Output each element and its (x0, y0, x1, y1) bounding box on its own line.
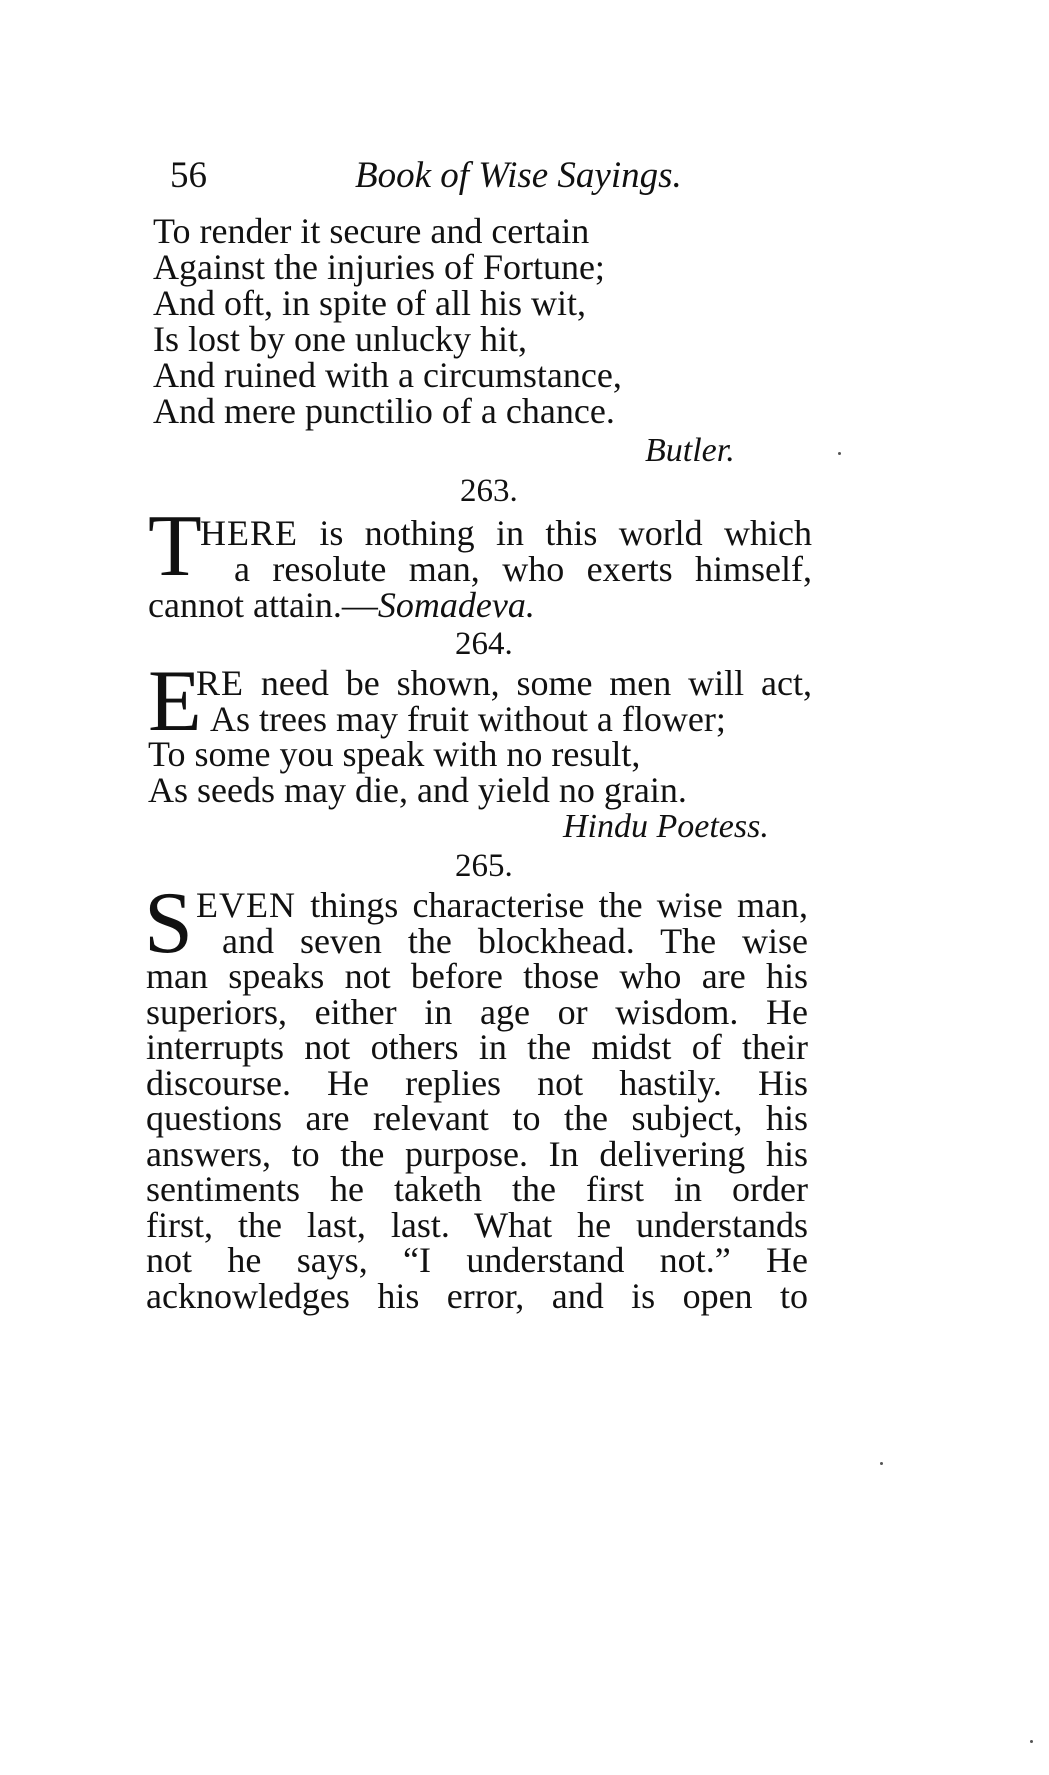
paragraph-line: To some you speak with no result, (148, 734, 641, 774)
attribution: Butler. (645, 432, 735, 469)
paragraph-line: man speaks not before those who are his (146, 956, 808, 996)
line-text: is nothing in this world which (298, 513, 812, 553)
paragraph-line (200, 514, 812, 552)
paragraph-line: As seeds may die, and yield no grain. (148, 770, 687, 810)
poem-line: Is lost by one unlucky hit, (153, 319, 527, 359)
paragraph-line: discourse. He replies not hastily. His (146, 1063, 808, 1103)
paragraph-line (196, 886, 808, 924)
paragraph-line: sentiments he taketh the first in order (146, 1169, 808, 1209)
lead-word: EVEN (196, 885, 296, 925)
page-number: 56 (170, 155, 207, 196)
entry-number: 265. (455, 848, 513, 884)
lead-word: RE (196, 663, 245, 703)
scan-speck (880, 1462, 883, 1465)
drop-cap: T (148, 498, 202, 595)
entry-number: 264. (455, 626, 513, 662)
drop-cap: S (144, 875, 193, 972)
entry-number: 263. (460, 473, 518, 509)
paragraph-line: first, the last, last. What he understands (146, 1205, 808, 1245)
scan-speck (838, 452, 841, 455)
poem-line: To render it secure and certain (153, 211, 590, 251)
paragraph-line: and seven the blockhead. The wise (222, 921, 808, 961)
lead-word: HERE (200, 513, 298, 553)
poem-line: Against the injuries of Fortune; (153, 247, 605, 287)
paragraph-line: acknowledges his error, and is open to (146, 1276, 808, 1316)
paragraph-line: As trees may fruit without a flower; (210, 699, 726, 739)
paragraph-line: a resolute man, who exerts himself, (234, 549, 812, 589)
paragraph-line (148, 586, 535, 624)
attribution: Hindu Poetess. (563, 808, 769, 845)
line-text: things characterise the wise man, (295, 885, 808, 925)
paragraph-line: questions are relevant to the subject, his (146, 1098, 808, 1138)
running-title: Book of Wise Sayings. (355, 155, 682, 196)
paragraph-line: interrupts not others in the midst of their (146, 1027, 808, 1067)
drop-cap: E (148, 653, 202, 750)
paragraph-line: answers, to the purpose. In delivering his (146, 1134, 808, 1174)
poem-line: And oft, in spite of all his wit, (153, 283, 586, 323)
scan-speck (1030, 1740, 1033, 1743)
poem-line: And mere punctilio of a chance. (153, 391, 615, 431)
author-name: Somadeva. (377, 585, 535, 625)
line-text: cannot attain.— (148, 585, 378, 625)
line-text: need be shown, some men will act, (244, 663, 812, 703)
paragraph-line (196, 664, 812, 702)
page-header (170, 150, 760, 210)
paragraph-line: not he says, “I understand not.” He (146, 1240, 808, 1280)
poem-line: And ruined with a circumstance, (153, 355, 622, 395)
paragraph-line: superiors, either in age or wisdom. He (146, 992, 808, 1032)
